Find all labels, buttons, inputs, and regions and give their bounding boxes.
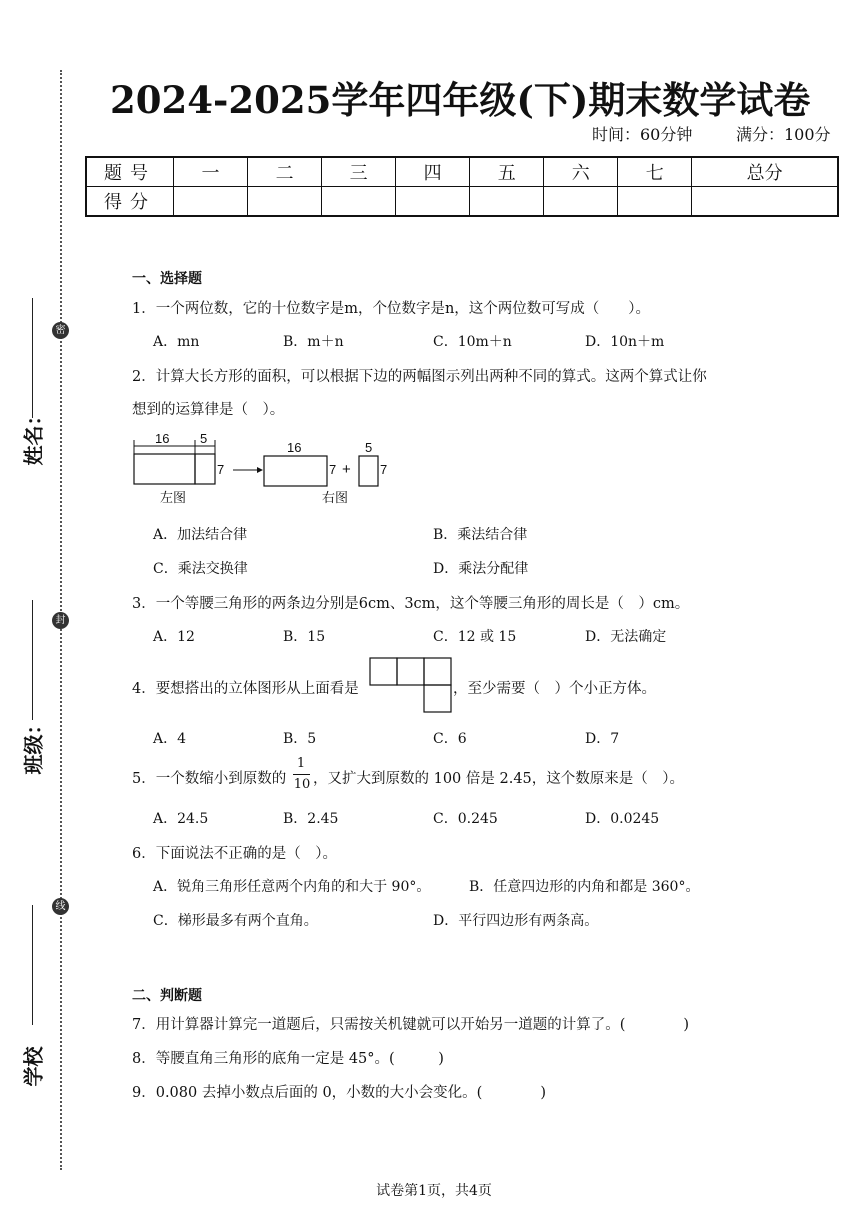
- q2-right-height2-label: 7: [380, 462, 388, 477]
- q1-option-b: B．m＋n: [283, 334, 344, 350]
- seal-mi: 密: [52, 322, 69, 339]
- q3-stem: 3．一个等腰三角形的两条边分别是6cm、3cm，这个等腰三角形的周长是（ ）cm。: [132, 596, 690, 612]
- class-label: 班级：: [21, 714, 46, 775]
- q2-right-width1-label: 16: [287, 440, 302, 455]
- school-label: 学校: [21, 1046, 46, 1087]
- q2-plus-sign: +: [342, 461, 351, 478]
- score-col-7: 七: [618, 157, 692, 187]
- seal-xian: 线: [52, 898, 69, 915]
- exam-title: 2024-2025学年四年级(下)期末数学试卷: [110, 78, 811, 122]
- q2-right-rect-small: [359, 456, 378, 486]
- school-fill-line: [32, 905, 33, 1025]
- q6-option-c: C．梯形最多有两个直角。: [153, 913, 318, 929]
- q4-stem-after: ，至少需要（ ）个小正方体。: [453, 681, 656, 697]
- score-cell[interactable]: [692, 187, 838, 217]
- q1-stem: 1．一个两位数，它的十位数字是m，个位数字是n，这个两位数可写成（ ）。: [132, 301, 651, 317]
- score-col-1: 一: [174, 157, 248, 187]
- q5-stem-before: 5．一个数缩小到原数的: [132, 771, 287, 787]
- score-cell[interactable]: [618, 187, 692, 217]
- name-fill-line: [32, 298, 33, 418]
- q3-option-d: D．无法确定: [585, 629, 667, 645]
- q5-option-d: D．0.0245: [585, 811, 660, 827]
- q9-stem: 9．0.080 去掉小数点后面的 0，小数的大小会变化。( ): [132, 1085, 546, 1101]
- q4-option-a: A．4: [153, 731, 187, 747]
- score-cell[interactable]: [544, 187, 618, 217]
- q4-option-d: D．7: [585, 731, 620, 747]
- q2-left-height-label: 7: [217, 462, 225, 477]
- q2-option-c: C．乘法交换律: [153, 561, 248, 577]
- score-cell[interactable]: [248, 187, 322, 217]
- q2-right-width2-label: 5: [365, 440, 373, 455]
- q5-option-a: A．24.5: [153, 811, 209, 827]
- q8-stem: 8．等腰直角三角形的底角一定是 45°。( ): [132, 1051, 444, 1067]
- q1-option-c: C．10m＋n: [433, 334, 512, 350]
- score-table-score-row: [86, 187, 838, 217]
- q2-left-caption: 左图: [160, 490, 187, 505]
- q2-left-rect-small: [195, 454, 215, 484]
- q4-option-c: C．6: [433, 731, 467, 747]
- seal-feng: 封: [52, 612, 69, 629]
- q5-stem-after: ，又扩大到原数的 100 倍是 2.45，这个数原来是（ ）。: [313, 771, 685, 787]
- class-fill-line: [32, 600, 33, 720]
- q2-figure: [125, 428, 405, 508]
- score-cell[interactable]: [174, 187, 248, 217]
- q5-fraction-bar: [293, 774, 310, 775]
- q2-option-b: B．乘法结合律: [433, 527, 528, 543]
- score-col-5: 五: [470, 157, 544, 187]
- q1-option-d: D．10n＋m: [585, 334, 665, 350]
- exam-time: 时间：60分钟: [592, 125, 693, 144]
- name-label: 姓名：: [21, 405, 46, 466]
- score-table-header-row: [86, 157, 838, 187]
- q4-option-b: B．5: [283, 731, 317, 747]
- q5-option-b: B．2.45: [283, 811, 339, 827]
- q6-option-b: B．任意四边形的内角和都是 360°。: [469, 879, 700, 895]
- q5-fraction-numerator: 1: [296, 756, 306, 771]
- q7-stem: 7．用计算器计算完一道题后，只需按关机键就可以开始另一道题的计算了。( ): [132, 1017, 690, 1033]
- q6-stem: 6．下面说法不正确的是（ ）。: [132, 846, 337, 862]
- score-cell[interactable]: [396, 187, 470, 217]
- score-cell[interactable]: [322, 187, 396, 217]
- q2-left-width2-label: 5: [200, 431, 208, 446]
- q6-option-d: D．平行四边形有两条高。: [433, 913, 599, 929]
- q6-option-a: A．锐角三角形任意两个内角的和大于 90°。: [153, 879, 431, 895]
- score-table-row1-header: 题号: [86, 157, 174, 187]
- score-cell[interactable]: [470, 187, 544, 217]
- q5-option-c: C．0.245: [433, 811, 498, 827]
- section1-title: 一、选择题: [132, 271, 202, 287]
- q3-option-b: B．15: [283, 629, 326, 645]
- q4-top-view-figure: [369, 657, 453, 715]
- q4-stem-before: 4．要想搭出的立体图形从上面看是: [132, 681, 359, 697]
- page-footer: 试卷第1页，共4页: [376, 1183, 492, 1199]
- q2-stem-line1: 2．计算大长方形的面积，可以根据下边的两幅图示列出两种不同的算式。这两个算式让你: [132, 369, 707, 385]
- q2-stem-line2: 想到的运算律是（ ）。: [132, 402, 285, 418]
- score-col-2: 二: [248, 157, 322, 187]
- q1-option-a: A．mn: [153, 334, 200, 350]
- q3-option-a: A．12: [153, 629, 195, 645]
- score-col-6: 六: [544, 157, 618, 187]
- q2-option-a: A．加法结合律: [153, 527, 248, 543]
- q5-fraction-denominator: 10: [293, 777, 311, 792]
- score-table-row2-header: 得分: [86, 187, 174, 217]
- score-col-4: 四: [396, 157, 470, 187]
- q2-left-rect-large: [134, 454, 195, 484]
- exam-full-score: 满分：100分: [736, 125, 831, 144]
- q2-right-rect-large: [264, 456, 327, 486]
- q2-left-width1-label: 16: [155, 431, 170, 446]
- q3-option-c: C．12 或 15: [433, 629, 517, 645]
- q2-right-caption: 右图: [322, 490, 349, 505]
- score-table: [85, 156, 839, 217]
- q2-option-d: D．乘法分配律: [433, 561, 529, 577]
- q2-right-height1-label: 7: [329, 462, 337, 477]
- section2-title: 二、判断题: [132, 988, 202, 1004]
- score-col-3: 三: [322, 157, 396, 187]
- score-col-total: 总分: [692, 157, 838, 187]
